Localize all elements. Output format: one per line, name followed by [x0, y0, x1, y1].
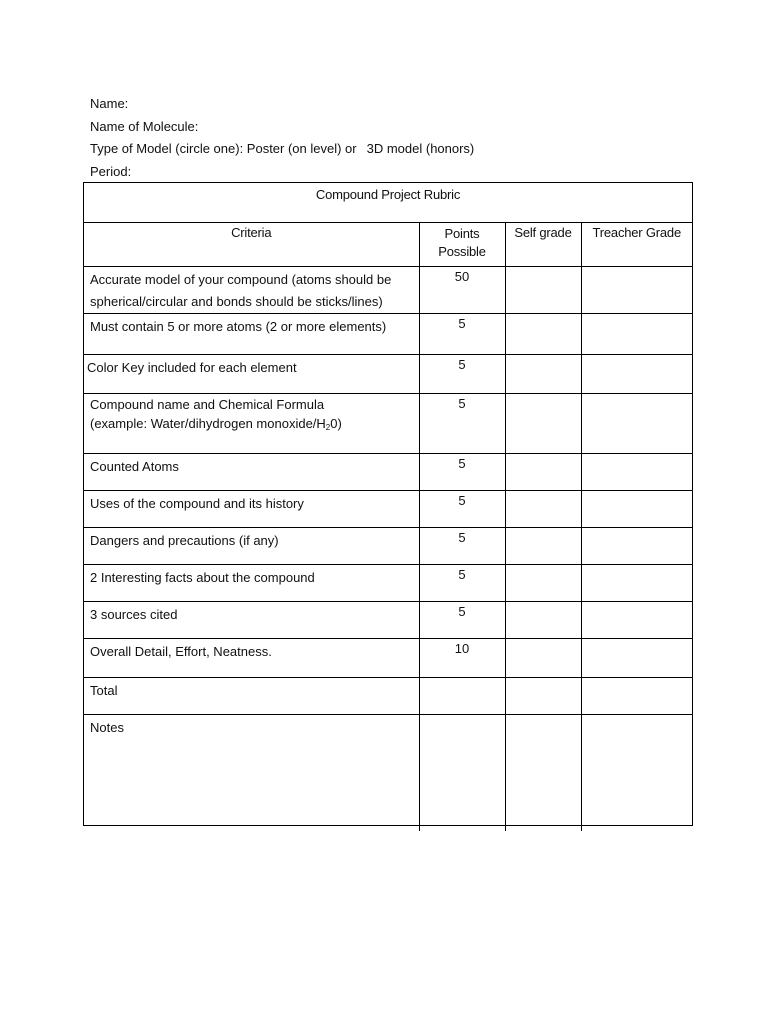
table-row: [84, 314, 692, 355]
self-grade-total-cell[interactable]: [505, 678, 581, 715]
points-cell: 5: [419, 454, 505, 491]
criteria-cell: Uses of the compound and its history: [84, 491, 419, 528]
teacher-grade-cell[interactable]: [581, 355, 692, 394]
notes-points-cell: [419, 715, 505, 831]
criteria-cell: Accurate model of your compound (atoms should be spherical/circular and bonds should be sticks/lines): [84, 267, 419, 314]
notes-self-cell[interactable]: [505, 715, 581, 831]
self-grade-cell[interactable]: [505, 267, 581, 314]
teacher-grade-cell[interactable]: [581, 454, 692, 491]
criteria-cell: Compound name and Chemical Formula (example: Water/dihydrogen monoxide/$H_20$): [84, 394, 419, 454]
table-row: [84, 454, 692, 491]
model-type-prefix: Type of Model (circle one): Poster (on level) or: [90, 141, 357, 157]
points-cell: 5: [419, 355, 505, 394]
total-label: Total: [84, 678, 419, 715]
table-row: [84, 491, 692, 528]
notes-label: Notes: [84, 715, 419, 831]
model-type-line: [90, 138, 474, 161]
teacher-grade-header: Treacher Grade: [581, 223, 692, 267]
rubric-table: [83, 182, 693, 826]
self-grade-cell[interactable]: [505, 355, 581, 394]
notes-teacher-cell[interactable]: [581, 715, 692, 831]
criteria-cell: 2 Interesting facts about the compound: [84, 565, 419, 602]
points-cell: 5: [419, 394, 505, 454]
points-cell: 5: [419, 491, 505, 528]
criteria-cell: Counted Atoms: [84, 454, 419, 491]
notes-row: [84, 715, 692, 831]
criteria-cell: Dangers and precautions (if any): [84, 528, 419, 565]
self-grade-header: Self grade: [505, 223, 581, 267]
table-row: [84, 639, 692, 678]
period-label: Period:: [90, 164, 132, 180]
criteria-header: Criteria: [84, 223, 419, 267]
teacher-grade-cell[interactable]: [581, 639, 692, 678]
points-possible-header: Points Possible: [419, 223, 505, 267]
self-grade-cell[interactable]: [505, 314, 581, 355]
column-header-row: [84, 223, 692, 267]
rubric-grid: [84, 223, 692, 831]
teacher-grade-cell[interactable]: [581, 528, 692, 565]
self-grade-cell[interactable]: [505, 528, 581, 565]
total-points-cell: [419, 678, 505, 715]
self-grade-cell[interactable]: [505, 454, 581, 491]
name-label: Name:: [90, 96, 129, 111]
points-cell: 5: [419, 602, 505, 639]
points-cell: 5: [419, 565, 505, 602]
model-type-option-3d: 3D model (honors): [366, 141, 475, 157]
self-grade-cell[interactable]: [505, 565, 581, 602]
points-cell: 5: [419, 528, 505, 565]
total-row: [84, 678, 692, 715]
teacher-grade-cell[interactable]: [581, 491, 692, 528]
criteria-cell: Must contain 5 or more atoms (2 or more elements): [84, 314, 419, 355]
self-grade-cell[interactable]: [505, 639, 581, 678]
table-row: [84, 355, 692, 394]
table-row: [84, 565, 692, 602]
table-row: [84, 528, 692, 565]
table-row: [84, 394, 692, 454]
self-grade-cell[interactable]: [505, 394, 581, 454]
teacher-grade-cell[interactable]: [581, 565, 692, 602]
points-cell: 10: [419, 639, 505, 678]
table-row: [84, 602, 692, 639]
points-cell: 50: [419, 267, 505, 314]
teacher-grade-cell[interactable]: [581, 394, 692, 454]
teacher-grade-cell[interactable]: [581, 314, 692, 355]
teacher-grade-total-cell[interactable]: [581, 678, 692, 715]
criteria-cell: 3 sources cited: [84, 602, 419, 639]
rubric-title: Compound Project Rubric: [84, 183, 692, 223]
points-cell: 5: [419, 314, 505, 355]
self-grade-cell[interactable]: [505, 602, 581, 639]
teacher-grade-cell[interactable]: [581, 267, 692, 314]
criteria-cell: Color Key included for each element: [84, 355, 419, 394]
table-row: [84, 267, 692, 314]
student-info-header: [90, 93, 474, 184]
teacher-grade-cell[interactable]: [581, 602, 692, 639]
molecule-label: Name of Molecule:: [90, 118, 199, 134]
criteria-cell: Overall Detail, Effort, Neatness.: [84, 639, 419, 678]
self-grade-cell[interactable]: [505, 491, 581, 528]
